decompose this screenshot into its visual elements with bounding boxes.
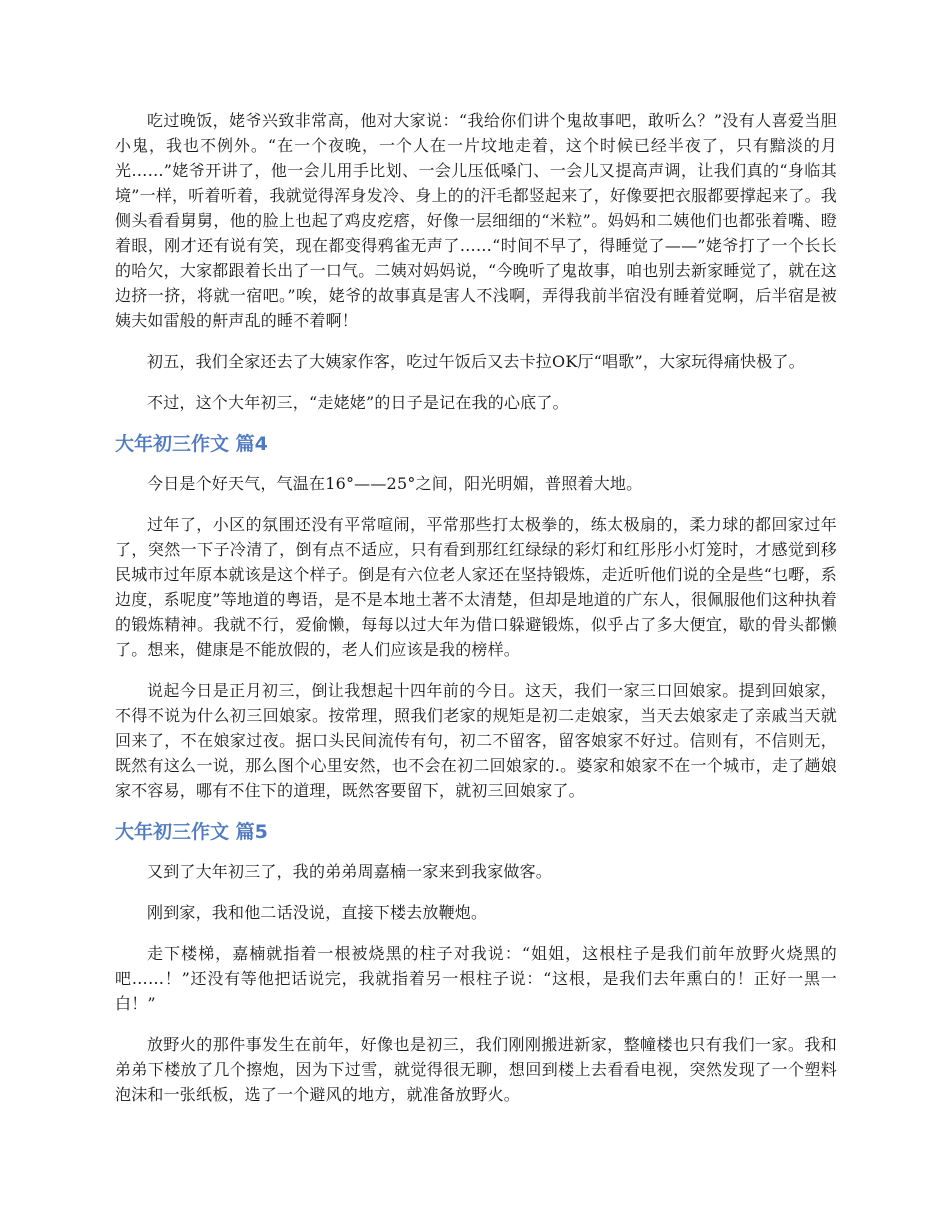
paragraph: 说起今日是正月初三，倒让我想起十四年前的今日。这天，我们一家三口回娘家。提到回娘家，不得不说为什么初三回娘家。按常理，照我们老家的规矩是初二走娘家，当天去娘家走了亲戚当天就回来了，不在娘家过夜。据口头民间流传有句，初二不留客，留客娘家不好过。信则有，不信则无，既然有这么一说，那么图个心里安然，也不会在初二回娘家的.。婆家和娘家不在一个城市，走了趟娘家不容易，哪有不住下的道理，既然客要留下，就初三回娘家了。 <box>115 681 837 800</box>
paragraph: 放野火的那件事发生在前年，好像也是初三，我们刚刚搬进新家，整幢楼也只有我们一家。我和弟弟下楼放了几个擦炮，因为下过雪，就觉得很无聊，想回到楼上去看看电视，突然发现了一个塑料泡沫和一张纸板，选了一个避风的地方，就准备放野火。 <box>115 1035 837 1104</box>
document-body <box>115 108 837 1123</box>
paragraph: 又到了大年初三了，我的弟弟周嘉楠一家来到我家做客。 <box>147 862 553 881</box>
paragraph: 初五，我们全家还去了大姨家作客，吃过午饭后又去卡拉OK厅“唱歌”，大家玩得痛快极了。 <box>147 352 805 371</box>
section-heading: 大年初三作文 篇5 <box>115 821 268 843</box>
section-continuation <box>115 108 837 415</box>
section-5 <box>115 819 837 1107</box>
paragraph: 过年了，小区的氛围还没有平常喧闹，平常那些打太极拳的，练太极扇的，柔力球的都回家过年了，突然一下子冷清了，倒有点不适应，只有看到那红红绿绿的彩灯和红彤彤小灯笼时，才感觉到移民城市过年原本就该是这个样子。倒是有六位老人家还在坚持锻炼，走近听他们说的全是些“乜嘢，系边度，系呢度”等地道的粤语，是不是本地土著不太清楚，但却是地道的广东人，很佩服他们这种执着的锻炼精神。我就不行，爱偷懒，每每以过大年为借口躲避锻炼，似乎占了多大便宜，歇的骨头都懒了。想来，健康是不能放假的，老人们应该是我的榜样。 <box>115 515 837 659</box>
paragraph: 今日是个好天气，气温在16°——25°之间，阳光明媚，普照着大地。 <box>147 474 643 493</box>
paragraph: 走下楼梯，嘉楠就指着一根被烧黑的柱子对我说：“姐姐，这根柱子是我们前年放野火烧黑的吧……！”还没有等他把话说完，我就指着另一根柱子说：“这根，是我们去年熏白的！正好一黑一白！” <box>115 944 837 1013</box>
section-heading: 大年初三作文 篇4 <box>115 433 268 455</box>
paragraph: 不过，这个大年初三，“走姥姥”的日子是记在我的心底了。 <box>147 393 569 412</box>
paragraph: 吃过晚饭，姥爷兴致非常高，他对大家说：“我给你们讲个鬼故事吧，敢听么？”没有人喜爱当胆小鬼，我也不例外。“在一个夜晚，一个人在一片坟地走着，这个时候已经半夜了，只有黯淡的月光……”姥爷开讲了，他一会儿用手比划、一会儿压低嗓门、一会儿又提高声调，让我们真的“身临其境”一样，听着听着，我就觉得浑身发冷、身上的的汗毛都竖起来了，好像要把衣服都要撑起来了。我侧头看看舅舅，他的脸上也起了鸡皮疙瘩，好像一层细细的“米粒”。妈妈和二姨他们也都张着嘴、瞪着眼，刚才还有说有笑，现在都变得鸦雀无声了……“时间不早了，得睡觉了——”姥爷打了一个长长的哈欠，大家都跟着长出了一口气。二姨对妈妈说，“今晚听了鬼故事，咱也别去新家睡觉了，就在这边挤一挤，将就一宿吧。”唉，姥爷的故事真是害人不浅啊，弄得我前半宿没有睡着觉啊，后半宿是被姨夫如雷般的鼾声乱的睡不着啊！ <box>115 111 837 330</box>
paragraph: 刚到家，我和他二话没说，直接下楼去放鞭炮。 <box>147 903 488 922</box>
section-4 <box>115 431 837 803</box>
